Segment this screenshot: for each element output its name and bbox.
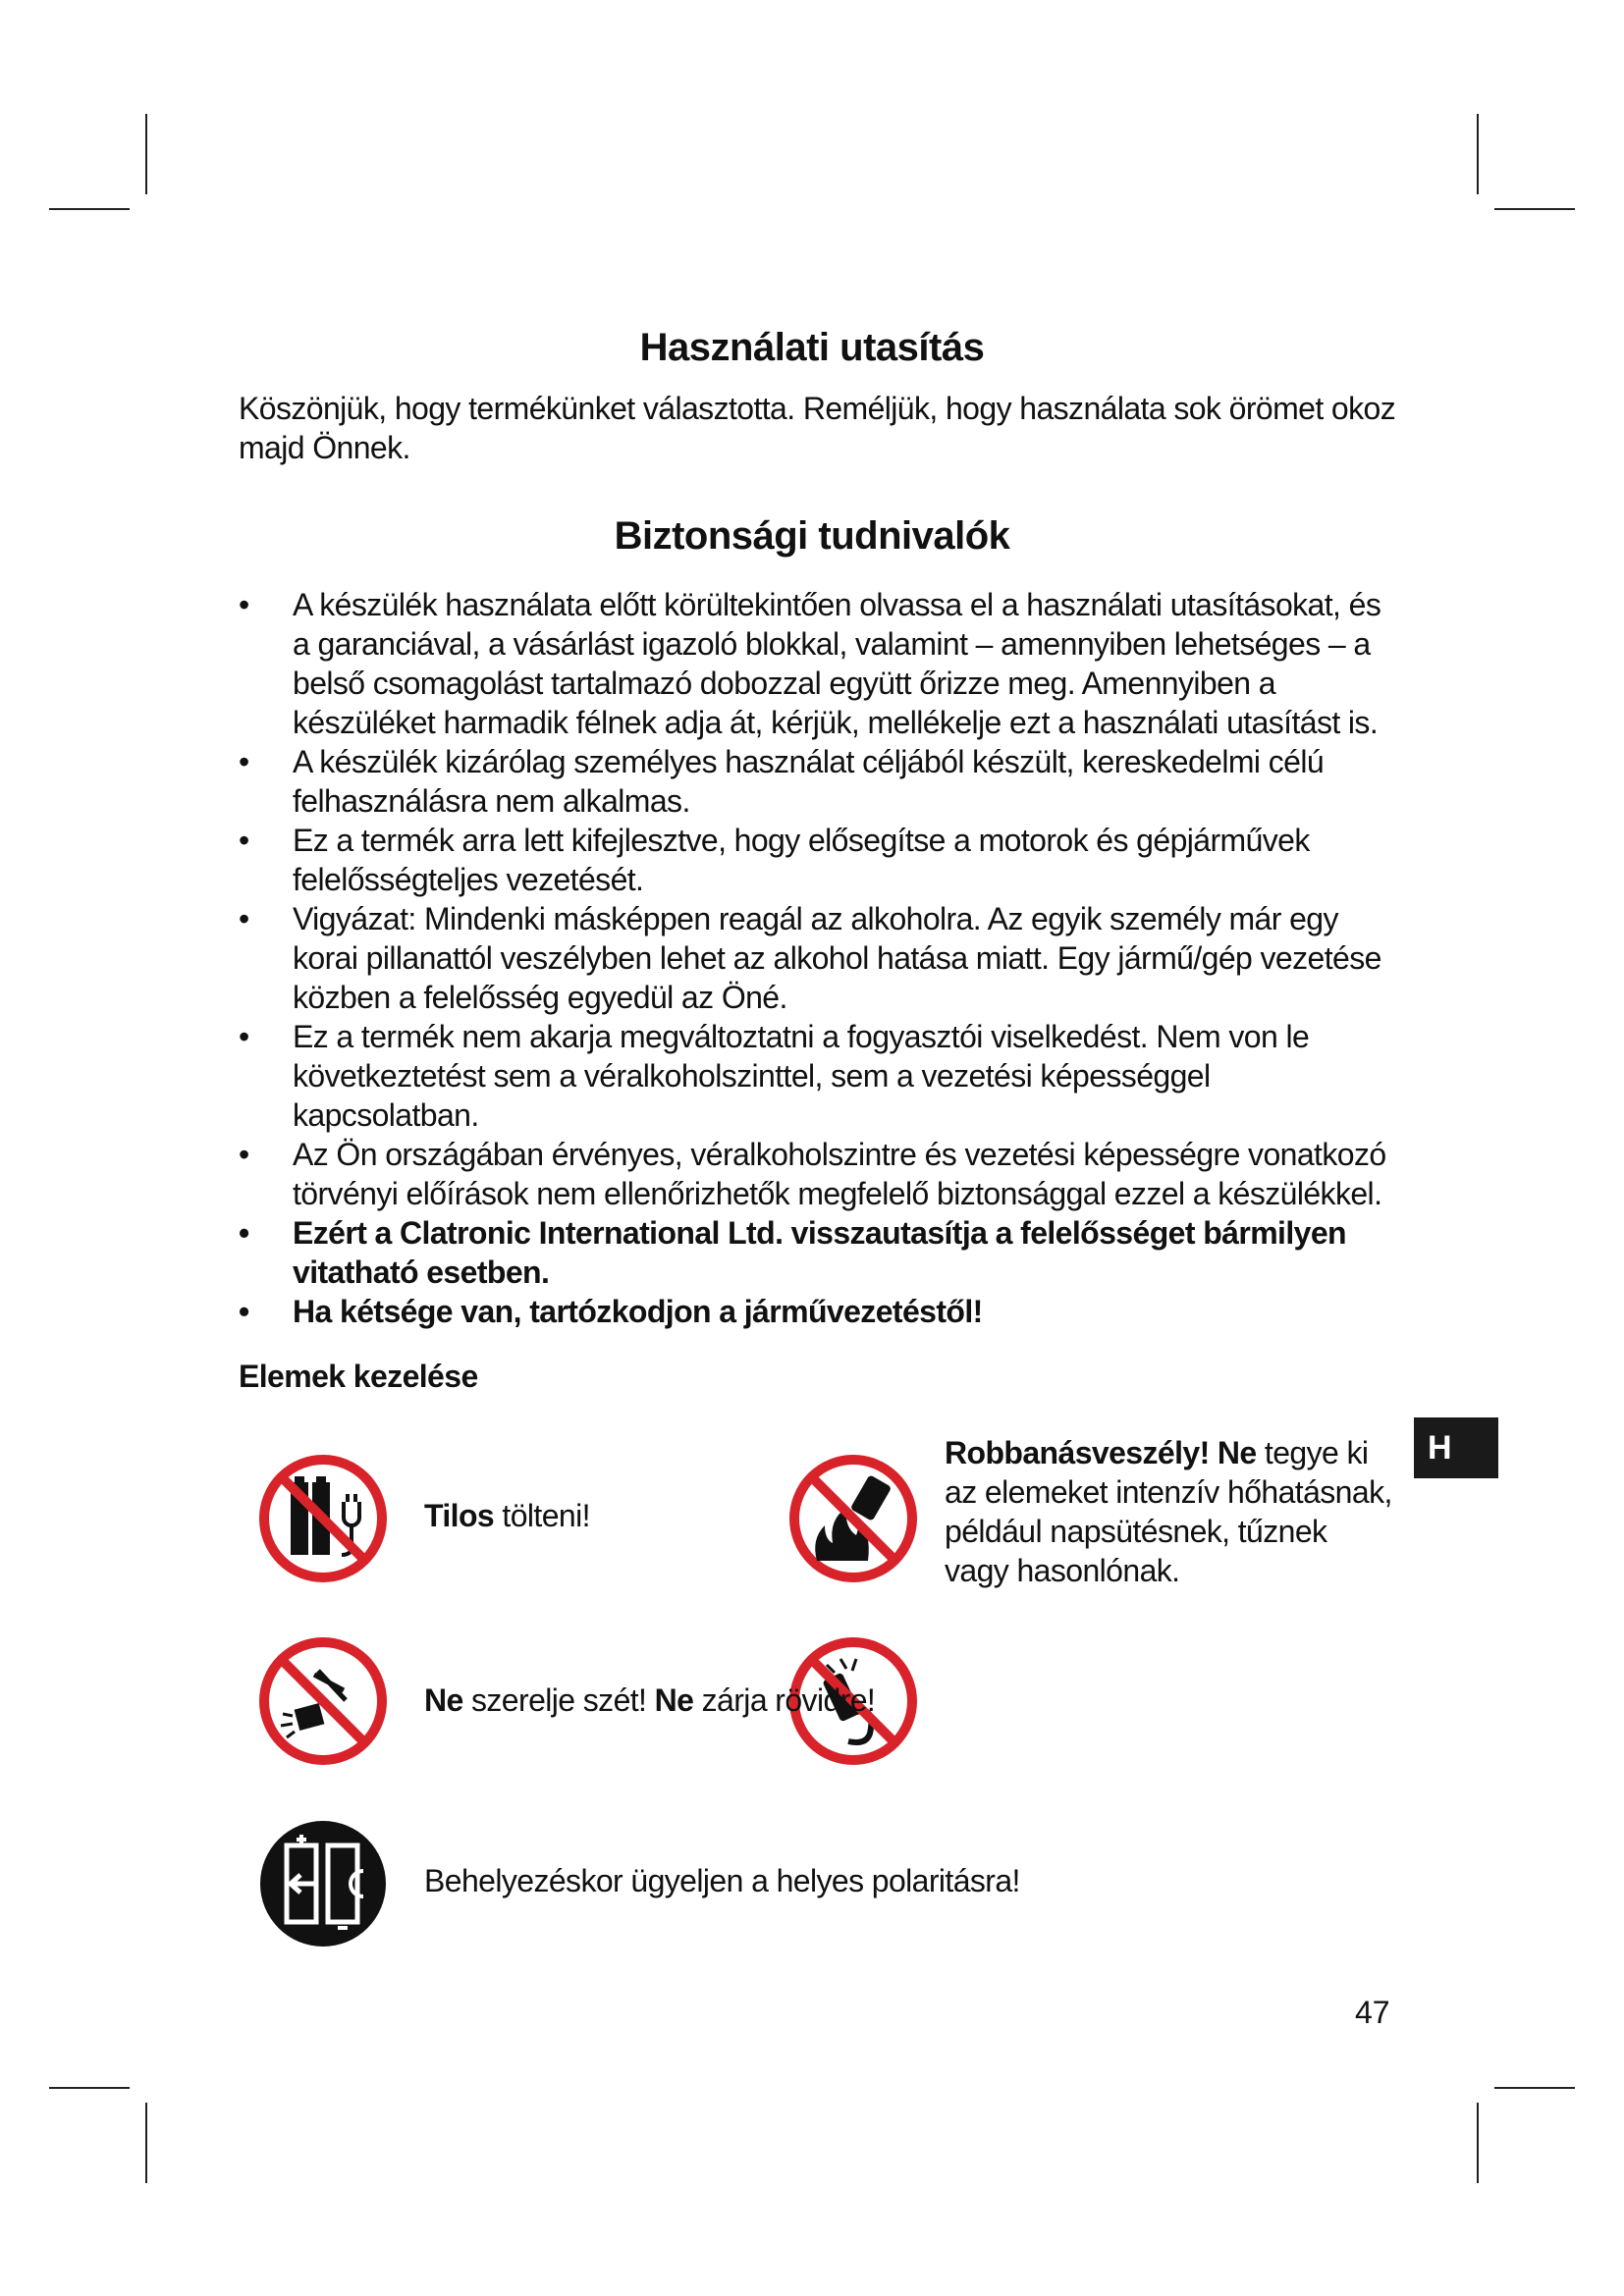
- no-charge-caption: [424, 1496, 590, 1535]
- crop-mark: [1494, 208, 1575, 210]
- list-item: [239, 742, 1397, 821]
- bullet: •: [239, 1215, 249, 1251]
- disassemble-text: szerelje szét!: [462, 1682, 655, 1718]
- safety-item-text: Ez a termék arra lett kifejlesztve, hogy elősegítse a motorok és gépjárművek felelősségteljes vezetését.: [293, 823, 1310, 897]
- bullet: •: [239, 901, 249, 936]
- disassemble-strong-1: Ne: [424, 1682, 463, 1718]
- crop-mark: [1477, 2103, 1479, 2183]
- safety-item-text: Ha kétsége van, tartózkodjon a járművezetéstől!: [293, 1294, 983, 1329]
- crop-mark: [49, 2087, 130, 2089]
- language-tab: H: [1414, 1417, 1498, 1478]
- no-charging-icon: [257, 1453, 389, 1584]
- polarity-caption: Behelyezéskor ügyeljen a helyes polaritásra!: [424, 1863, 1020, 1898]
- no-disassembly-icon: [257, 1635, 389, 1767]
- safety-item-text: A készülék használata előtt körültekintően olvassa el a használati utasításokat, és a garanciával, a vásárlást igazoló blokkal, valamint – amennyiben lehetséges – a belső csomagolást tartalmazó dobozzal együtt őrizze meg. Amennyiben a készüléket harmadik félnek adja át, kérjük, mellékelje ezt a használati utasítást is.: [293, 587, 1381, 740]
- no-charge-strong: Tilos: [424, 1498, 495, 1533]
- safety-item-text: Ez a termék nem akarja megváltoztatni a fogyasztói viselkedést. Nem von le következtetést sem a véralkoholszinttel, sem a vezetési képességgel kapcsolatban.: [293, 1019, 1310, 1133]
- crop-mark: [145, 114, 147, 194]
- polarity-icon: [257, 1818, 389, 1949]
- list-item: [239, 1292, 1397, 1331]
- bullet: •: [239, 744, 249, 779]
- disassemble-caption: [424, 1681, 875, 1720]
- crop-mark: [1477, 114, 1479, 194]
- explosion-text: tegye ki az elemeket intenzív hőhatásnak, például napsütésnek, tűznek vagy hasonlónak.: [945, 1435, 1392, 1588]
- safety-item-text: Ezért a Clatronic International Ltd. visszautasítja a felelősséget bármilyen vitatható esetben.: [293, 1215, 1346, 1290]
- bullet: •: [239, 1137, 249, 1172]
- safety-heading: Biztonsági tudnivalók: [614, 514, 1010, 558]
- list-item: [239, 899, 1397, 1017]
- list-item: [239, 821, 1397, 899]
- crop-mark: [49, 208, 130, 210]
- disassemble-strong-2: Ne: [654, 1682, 694, 1718]
- list-item: [239, 1213, 1397, 1292]
- safety-item-text: A készülék kizárólag személyes használat céljából készült, kereskedelmi célú felhasználásra nem alkalmas.: [293, 744, 1325, 819]
- intro-paragraph: Köszönjük, hogy termékünket választotta. Reméljük, hogy használata sok örömet okoz majd Önnek.: [239, 391, 1396, 465]
- bullet: •: [239, 823, 249, 858]
- bullet: •: [239, 1294, 249, 1329]
- page-number: 47: [1355, 1995, 1390, 2030]
- crop-mark: [1494, 2087, 1575, 2089]
- no-fire-icon: [787, 1453, 919, 1584]
- safety-item-text: Az Ön országában érvényes, véralkoholszintre és vezetési képességre vonatkozó törvényi előírások nem ellenőrizhetők megfelelő biztonsággal ezzel a készülékkel.: [293, 1137, 1386, 1211]
- explosion-strong-ne: Ne: [1209, 1435, 1257, 1470]
- list-item: [239, 585, 1397, 742]
- bullet: •: [239, 1019, 249, 1054]
- list-item: [239, 1135, 1397, 1213]
- safety-list: [239, 585, 1397, 1331]
- bullet: •: [239, 587, 249, 622]
- battery-heading: Elemek kezelése: [239, 1359, 478, 1394]
- crop-mark: [145, 2103, 147, 2183]
- short-circuit-text: zárja rövidre!: [693, 1682, 876, 1718]
- no-charge-text: tölteni!: [494, 1498, 590, 1533]
- explosion-strong: Robbanásveszély!: [945, 1435, 1210, 1470]
- safety-item-text: Vigyázat: Mindenki másképpen reagál az alkoholra. Az egyik személy már egy korai pillanattól veszélyben lehet az alkohol hatása miatt. Egy jármű/gép vezetése közben a felelősség egyedül az Öné.: [293, 901, 1381, 1015]
- explosion-caption: [945, 1433, 1396, 1590]
- page-title: Használati utasítás: [639, 326, 985, 369]
- list-item: [239, 1017, 1397, 1135]
